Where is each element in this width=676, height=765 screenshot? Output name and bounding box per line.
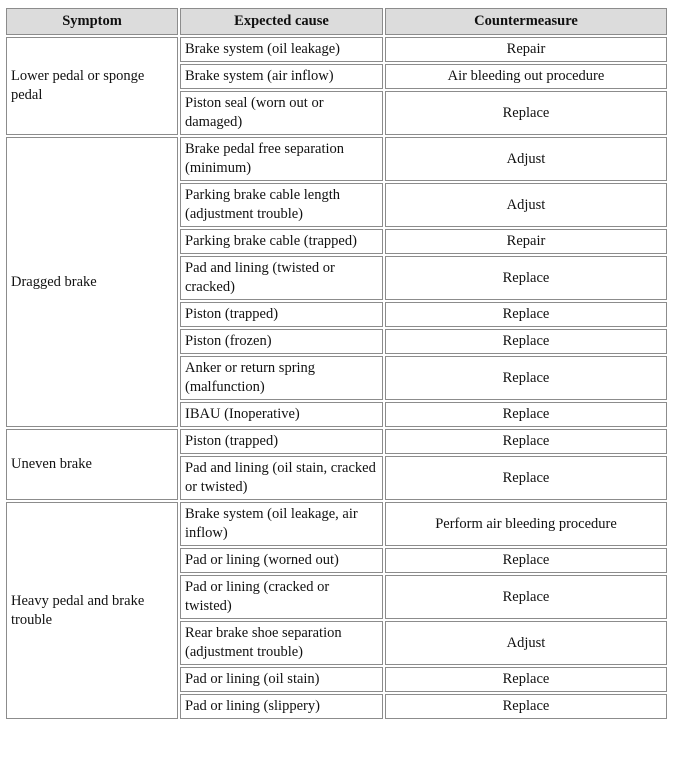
cause-cell: Piston (trapped) <box>180 429 383 454</box>
cause-cell: Piston seal (worn out or damaged) <box>180 91 383 135</box>
countermeasure-cell: Replace <box>385 667 667 692</box>
cause-cell: Rear brake shoe separation (adjustment trouble) <box>180 621 383 665</box>
countermeasure-cell: Repair <box>385 229 667 254</box>
table-row <box>6 502 667 546</box>
cause-cell: Pad or lining (cracked or twisted) <box>180 575 383 619</box>
countermeasure-cell: Replace <box>385 694 667 719</box>
symptom-cell: Uneven brake <box>6 429 178 500</box>
countermeasure-cell: Replace <box>385 329 667 354</box>
header-countermeasure: Countermeasure <box>385 8 667 35</box>
countermeasure-cell: Replace <box>385 356 667 400</box>
cause-cell: Pad or lining (slippery) <box>180 694 383 719</box>
cause-cell: Pad and lining (oil stain, cracked or twisted) <box>180 456 383 500</box>
countermeasure-cell: Replace <box>385 402 667 427</box>
cause-cell: Pad or lining (oil stain) <box>180 667 383 692</box>
cause-cell: Brake system (oil leakage) <box>180 37 383 62</box>
cause-cell: Brake system (oil leakage, air inflow) <box>180 502 383 546</box>
cause-cell: Pad or lining (worned out) <box>180 548 383 573</box>
header-expected-cause: Expected cause <box>180 8 383 35</box>
cause-cell: Parking brake cable (trapped) <box>180 229 383 254</box>
symptom-cell: Heavy pedal and brake trouble <box>6 502 178 719</box>
cause-cell: Anker or return spring (malfunction) <box>180 356 383 400</box>
table-row <box>6 37 667 62</box>
cause-cell: IBAU (Inoperative) <box>180 402 383 427</box>
countermeasure-cell: Repair <box>385 37 667 62</box>
cause-cell: Pad and lining (twisted or cracked) <box>180 256 383 300</box>
countermeasure-cell: Replace <box>385 302 667 327</box>
cause-cell: Piston (frozen) <box>180 329 383 354</box>
countermeasure-cell: Perform air bleeding procedure <box>385 502 667 546</box>
cause-cell: Brake system (air inflow) <box>180 64 383 89</box>
table-row <box>6 429 667 454</box>
countermeasure-cell: Adjust <box>385 621 667 665</box>
countermeasure-cell: Replace <box>385 456 667 500</box>
symptom-cell: Lower pedal or sponge pedal <box>6 37 178 135</box>
countermeasure-cell: Air bleeding out procedure <box>385 64 667 89</box>
countermeasure-cell: Adjust <box>385 183 667 227</box>
countermeasure-cell: Adjust <box>385 137 667 181</box>
countermeasure-cell: Replace <box>385 548 667 573</box>
countermeasure-cell: Replace <box>385 91 667 135</box>
header-row <box>6 8 667 35</box>
header-symptom: Symptom <box>6 8 178 35</box>
symptom-cell: Dragged brake <box>6 137 178 427</box>
countermeasure-cell: Replace <box>385 429 667 454</box>
cause-cell: Piston (trapped) <box>180 302 383 327</box>
table-row <box>6 137 667 181</box>
cause-cell: Brake pedal free separation (minimum) <box>180 137 383 181</box>
countermeasure-cell: Replace <box>385 575 667 619</box>
cause-cell: Parking brake cable length (adjustment trouble) <box>180 183 383 227</box>
troubleshooting-table <box>4 6 669 721</box>
countermeasure-cell: Replace <box>385 256 667 300</box>
